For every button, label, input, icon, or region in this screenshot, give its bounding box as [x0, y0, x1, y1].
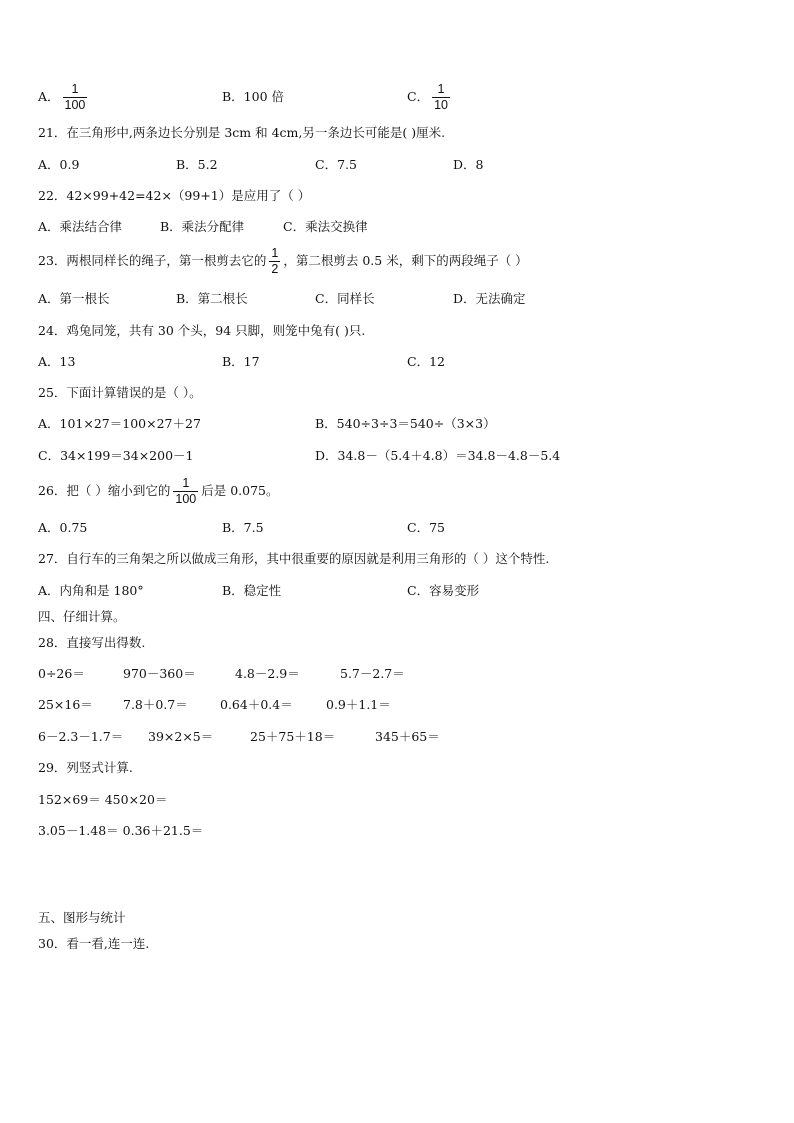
- q28-r2-item: 0.9＋1.1＝: [326, 697, 391, 712]
- q28-r3-item: 39×2×5＝: [148, 729, 214, 744]
- q28-r1-item: 970－360＝: [123, 666, 196, 681]
- q24-option-a: A．13: [38, 354, 76, 369]
- q27-option-a: A．内角和是 180°: [38, 583, 144, 598]
- q22-option-c: C．乘法交换律: [283, 219, 368, 234]
- q23-option-c: C．同样长: [315, 291, 375, 306]
- q23-fraction: $\frac{1}{2}$: [271, 246, 279, 276]
- q24-option-b: B．17: [222, 354, 260, 369]
- q25-option-c: C．34×199＝34×200－1: [38, 448, 194, 463]
- q28-r3-item: 6－2.3－1.7＝: [38, 729, 124, 744]
- q27-option-c: C．容易变形: [407, 583, 480, 598]
- q20-option-b: B．100 倍: [222, 89, 285, 104]
- q21-stem: 21．在三角形中,两条边长分别是 3cm 和 4cm,另一条边长可能是( )厘米.: [38, 125, 446, 140]
- q26-stem: 26．把（ ）缩小到它的 $\frac{1}{100}$ 后是 0.075。: [38, 476, 279, 506]
- q29-stem: 29．列竖式计算.: [38, 760, 133, 775]
- q23-option-d: D．无法确定: [453, 291, 526, 306]
- q28-r1-item: 4.8－2.9＝: [235, 666, 300, 681]
- q27-stem: 27．自行车的三角架之所以做成三角形，其中很重要的原因就是利用三角形的（ ）这个特性.: [38, 551, 550, 566]
- q25-option-d: D．34.8－（5.4＋4.8）＝34.8－4.8－5.4: [315, 448, 561, 463]
- q28-r3-item: 345＋65＝: [375, 729, 440, 744]
- q22-stem: 22．42×99+42=42×（99+1）是应用了（ ）: [38, 188, 311, 203]
- q26-option-a: A．0.75: [38, 520, 88, 535]
- q29-line-2: 3.05－1.48＝ 0.36＋21.5＝: [38, 823, 204, 838]
- q26-option-b: B．7.5: [222, 520, 264, 535]
- q22-option-a: A．乘法结合律: [38, 219, 123, 234]
- q23-option-b: B．第二根长: [176, 291, 248, 306]
- q23-option-a: A．第一根长: [38, 291, 110, 306]
- q22-option-b: B．乘法分配律: [160, 219, 245, 234]
- q28-r3-item: 25＋75＋18＝: [250, 729, 336, 744]
- q24-stem: 24．鸡兔同笼，共有 30 个头，94 只脚，则笼中兔有( )只.: [38, 323, 366, 338]
- q21-option-b: B．5.2: [176, 157, 218, 172]
- q29-line-1: 152×69＝ 450×20＝: [38, 792, 168, 807]
- q20-option-a: A． $\frac{1}{100}$: [38, 82, 86, 112]
- section-5-heading: 五、图形与统计: [38, 910, 126, 925]
- q21-option-a: A．0.9: [38, 157, 80, 172]
- q20-option-c: C． $\frac{1}{10}$: [407, 82, 448, 112]
- q28-r2-item: 0.64＋0.4＝: [220, 697, 293, 712]
- q25-option-b: B．540÷3÷3＝540÷（3×3）: [315, 416, 496, 431]
- q24-option-c: C．12: [407, 354, 445, 369]
- q21-option-d: D．8: [453, 157, 484, 172]
- q20-c-fraction: $\frac{1}{10}$: [434, 82, 448, 112]
- q28-r2-item: 7.8＋0.7＝: [123, 697, 188, 712]
- q26-fraction: $\frac{1}{100}$: [175, 476, 197, 506]
- q28-r2-item: 25×16＝: [38, 697, 93, 712]
- q28-r1-item: 0÷26＝: [38, 666, 85, 681]
- q28-r1-item: 5.7－2.7＝: [340, 666, 405, 681]
- q27-option-b: B．稳定性: [222, 583, 282, 598]
- q21-option-c: C．7.5: [315, 157, 357, 172]
- q25-option-a: A．101×27＝100×27＋27: [38, 416, 201, 431]
- q25-stem: 25．下面计算错误的是（ ）。: [38, 385, 202, 400]
- q23-stem: 23．两根同样长的绳子，第一根剪去它的 $\frac{1}{2}$ ，第二根剪去 0.5 米，剩下的两段绳子（ ）: [38, 246, 528, 276]
- q28-stem: 28．直接写出得数.: [38, 635, 146, 650]
- q20-a-fraction: $\frac{1}{100}$: [64, 82, 86, 112]
- q30-stem: 30．看一看,连一连.: [38, 936, 150, 951]
- section-4-heading: 四、仔细计算。: [38, 609, 126, 624]
- q26-option-c: C．75: [407, 520, 445, 535]
